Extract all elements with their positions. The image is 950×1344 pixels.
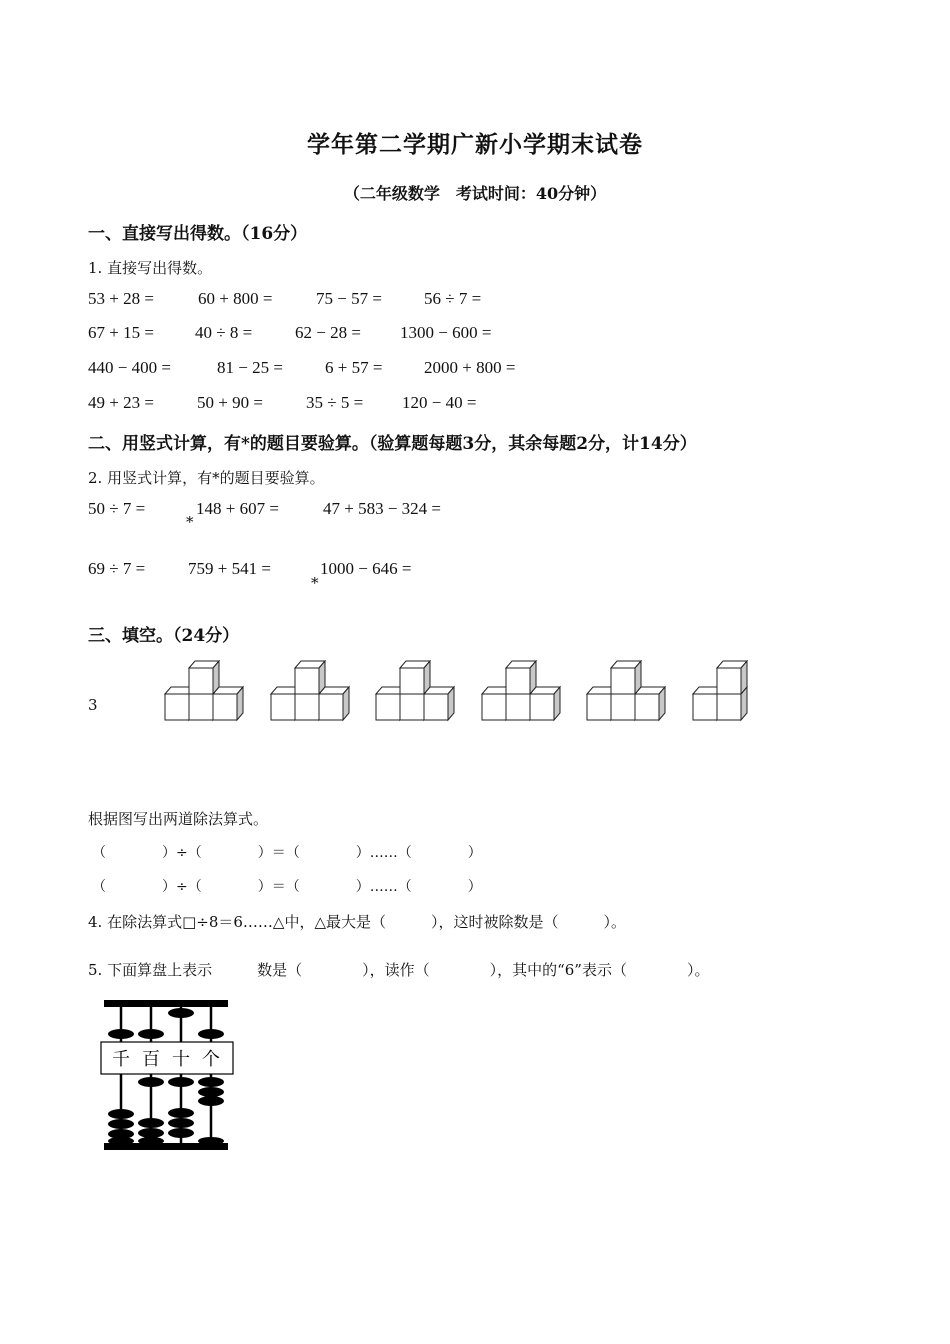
equation: 120 − 40 = — [402, 393, 477, 412]
question-5-text: 5. 下面算盘上表示 数是（ ），读作（ ），其中的“6”表示（ ）。 — [88, 961, 710, 979]
page-subtitle: （二年级数学 考试时间：40分钟） — [343, 184, 607, 203]
cube-group — [271, 661, 349, 720]
equation: 148 + 607 = — [196, 499, 279, 518]
abacus-label-tens: 十 — [172, 1049, 190, 1070]
cube-group — [482, 661, 560, 720]
question-4-text: 4. 在除法算式□÷8＝6……△中，△最大是（ ），这时被除数是（ ）。 — [88, 913, 626, 931]
question-2-text: 2. 用竖式计算，有*的题目要验算。 — [88, 469, 325, 487]
equation: 56 ÷ 7 = — [424, 289, 482, 308]
abacus-label-hundreds: 百 — [142, 1049, 160, 1070]
equation: 60 + 800 = — [198, 289, 273, 308]
equation: 62 − 28 = — [295, 323, 361, 342]
equation: 53 + 28 = — [88, 289, 154, 308]
equation: 81 − 25 = — [217, 358, 283, 377]
cube-group — [693, 661, 747, 720]
abacus-label-ones: 个 — [202, 1049, 220, 1070]
equation: 69 ÷ 7 = — [88, 559, 146, 578]
equation: 49 + 23 = — [88, 393, 154, 412]
section-2-heading: 二、用竖式计算，有*的题目要验算。（验算题每题3分，其余每题2分，计14分） — [88, 434, 697, 454]
equation: 759 + 541 = — [188, 559, 271, 578]
equation: 440 − 400 = — [88, 358, 171, 377]
cube-groups-figure — [160, 660, 760, 728]
equation: 1000 − 646 = — [320, 559, 412, 578]
equation: 67 + 15 = — [88, 323, 154, 342]
verify-star: * — [311, 574, 319, 592]
equation: 50 ÷ 7 = — [88, 499, 146, 518]
equation: 40 ÷ 8 = — [195, 323, 253, 342]
cube-group — [376, 661, 454, 720]
equation: 50 + 90 = — [197, 393, 263, 412]
question-3-instruction: 根据图写出两道除法算式。 — [88, 810, 269, 828]
equation: 2000 + 800 = — [424, 358, 516, 377]
equation: 47 + 583 − 324 = — [323, 499, 442, 518]
fill-blank-line: （ ）÷（ ）＝（ ）……（ ） — [92, 845, 482, 861]
equation: 6 + 57 = — [325, 358, 383, 377]
fill-blank-line: （ ）÷（ ）＝（ ）……（ ） — [92, 879, 482, 895]
equation: 1300 − 600 = — [400, 323, 492, 342]
question-1-text: 1. 直接写出得数。 — [88, 259, 213, 277]
equation: 35 ÷ 5 = — [306, 393, 364, 412]
section-1-heading: 一、直接写出得数。（16分） — [88, 224, 308, 244]
page-title: 学年第二学期广新小学期末试卷 — [307, 131, 643, 158]
cube-group — [165, 661, 243, 720]
equation: 75 − 57 = — [316, 289, 382, 308]
verify-star: * — [186, 513, 194, 531]
abacus-label-thousands: 千 — [112, 1049, 130, 1070]
cube-group — [587, 661, 665, 720]
question-3-number: 3 — [88, 696, 98, 714]
abacus-figure — [98, 995, 238, 1155]
section-3-heading: 三、填空。（24分） — [88, 626, 240, 646]
